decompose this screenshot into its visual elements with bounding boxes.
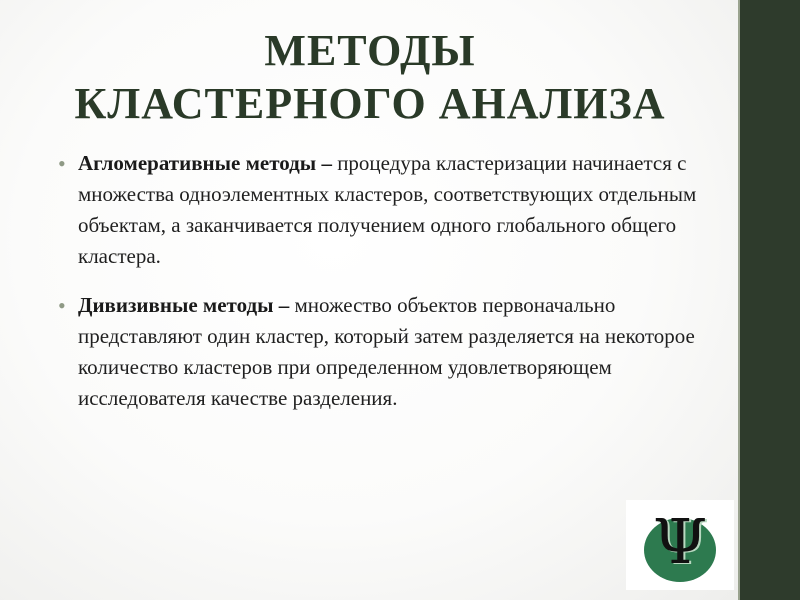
bullet-dot-icon: • <box>58 151 66 176</box>
bullet-text: процедура кластеризации начинается с множества одноэлементных кластеров, соответствующих отдельным объектам, а заканчивается получением одного глобального общего кластера. <box>78 151 697 268</box>
bullet-dot-icon: • <box>58 293 66 318</box>
bullet-text: множество объектов первоначально представляют один кластер, который затем разделяется на некоторое количество кластеров при определенном удовлетворяющем исследователя качестве разделения. <box>78 293 695 410</box>
bullet-term: Дивизивные методы <box>78 293 274 317</box>
sidebar-edge-line <box>738 0 740 600</box>
bullet-dash: – <box>316 151 338 175</box>
psi-logo <box>626 500 734 590</box>
title-line-1: МЕТОДЫ <box>264 26 476 75</box>
title-line-2: КЛАСТЕРНОГО АНАЛИЗА <box>74 79 666 128</box>
bullet-dash: – <box>273 293 295 317</box>
psi-icon: Ψ <box>652 505 708 578</box>
bullet-list <box>58 148 708 432</box>
right-sidebar-band <box>738 0 800 600</box>
bullet-divisive <box>58 290 708 414</box>
bullet-agglomerative <box>58 148 708 272</box>
slide-title <box>60 24 680 130</box>
bullet-term: Агломеративные методы <box>78 151 317 175</box>
